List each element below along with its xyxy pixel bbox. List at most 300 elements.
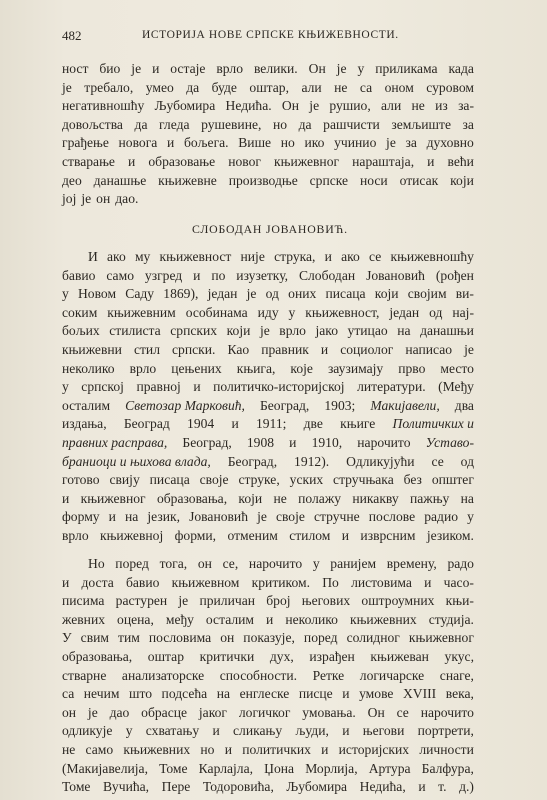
word: носи <box>359 172 388 188</box>
word: у <box>357 61 365 76</box>
word: нараштаја, <box>352 153 415 169</box>
word: Пере <box>161 779 191 795</box>
word: оштар <box>147 648 184 664</box>
word: ако <box>107 249 126 264</box>
word: листовима <box>351 574 412 590</box>
word: Недића, <box>359 779 406 795</box>
word: што <box>128 686 153 702</box>
paragraph-biography <box>62 248 474 546</box>
word: бавио <box>125 574 160 590</box>
word: студија. <box>428 611 474 627</box>
word: приликама <box>375 61 438 76</box>
word: По <box>322 574 339 590</box>
word: Он <box>281 98 300 114</box>
word: на <box>397 323 411 339</box>
word: књижевног <box>408 630 474 646</box>
word: општег <box>431 472 474 488</box>
word: неколико <box>285 611 338 627</box>
word: књижевношћу <box>390 249 474 264</box>
word: писце <box>298 686 333 702</box>
word: његових <box>301 593 351 609</box>
word: али <box>301 79 322 95</box>
word: и <box>62 490 70 506</box>
word: духовно <box>426 135 474 151</box>
word: форму <box>62 509 100 525</box>
word: Политичких и <box>392 416 474 432</box>
word: и <box>342 723 350 739</box>
word: 1910, <box>311 434 343 450</box>
word: не <box>411 98 425 114</box>
word: и <box>320 341 329 357</box>
word: који <box>226 323 251 339</box>
word: јој <box>62 191 77 207</box>
word: један <box>389 304 420 320</box>
text-line <box>62 79 474 98</box>
word: 1869), <box>163 286 199 302</box>
word: енглеске <box>239 686 290 702</box>
text-line <box>62 172 474 191</box>
word: послове <box>368 509 416 525</box>
word: пословима <box>148 630 212 646</box>
word: издања, <box>62 416 107 432</box>
word: се <box>431 453 444 469</box>
word: (Међу <box>438 379 474 395</box>
word: умове <box>359 686 394 702</box>
word: језиком. <box>426 527 474 543</box>
word: узгред <box>144 267 183 283</box>
word: је <box>464 341 474 357</box>
word: је <box>309 98 320 114</box>
word: књига, <box>236 360 276 376</box>
word: је <box>87 704 98 720</box>
word: се, <box>222 556 239 571</box>
word: историјских <box>338 741 410 757</box>
text-line <box>62 378 474 397</box>
word: на <box>125 509 139 525</box>
word: довољства <box>62 116 123 132</box>
word: логичарске <box>359 667 425 683</box>
word: Уставо- <box>425 434 474 450</box>
text-line <box>62 453 474 472</box>
word: растурен <box>115 593 168 609</box>
word: полажу <box>298 490 342 506</box>
word: који <box>374 286 399 302</box>
word: јаког <box>198 704 228 720</box>
word: бољих <box>62 323 100 339</box>
word: већи <box>447 153 474 169</box>
word: својим <box>407 286 447 302</box>
word: му <box>134 249 151 264</box>
word: за <box>405 135 417 151</box>
word: производње <box>228 172 298 188</box>
text-line <box>62 267 474 286</box>
word: но <box>200 741 215 757</box>
word: Макијавели, <box>370 397 440 413</box>
word: остаје <box>170 61 206 76</box>
word: грађење <box>62 135 109 151</box>
word: два <box>454 397 474 413</box>
text-line <box>62 471 474 490</box>
word: гледа <box>159 116 190 132</box>
text-line <box>62 360 474 379</box>
word: написао <box>405 341 453 357</box>
word: јако <box>315 323 338 339</box>
word: број <box>266 593 291 609</box>
word: на <box>460 490 474 506</box>
word: Но <box>88 556 105 571</box>
word: је <box>259 323 270 339</box>
text-line <box>62 527 474 546</box>
word: негативношћу <box>62 98 145 114</box>
word: књижевној <box>100 527 164 543</box>
word: цењених <box>171 360 222 376</box>
word: прво <box>398 360 426 376</box>
word: требало, <box>84 79 134 95</box>
word: заузимају <box>327 360 384 376</box>
word: српских <box>170 323 218 339</box>
word: новога <box>118 135 158 151</box>
text-line <box>62 116 474 135</box>
word: У <box>62 630 72 646</box>
word: писаца <box>149 472 190 488</box>
text-line <box>62 60 474 79</box>
word: укус, <box>444 648 474 664</box>
word: дао <box>109 704 130 720</box>
word: нечим <box>83 686 120 702</box>
word: оштроумних <box>361 593 435 609</box>
text-line <box>62 611 474 630</box>
text-line <box>62 304 474 323</box>
word: један <box>207 286 238 302</box>
word: да <box>134 116 148 132</box>
word: стилом <box>289 527 331 543</box>
word: утицао <box>347 323 388 339</box>
word: људи, <box>295 723 329 739</box>
word: за- <box>458 98 474 114</box>
word: часо- <box>443 574 474 590</box>
word: не <box>334 79 348 95</box>
word: ако <box>341 249 360 264</box>
word: образовања, <box>156 490 228 506</box>
word: књижевних <box>350 611 417 627</box>
word: не <box>62 741 76 757</box>
word: Београд, <box>259 397 310 413</box>
word: је <box>257 509 267 525</box>
word: снаге, <box>439 667 474 683</box>
text-line <box>62 760 474 779</box>
word: Вучића, <box>103 779 150 795</box>
word: отисак <box>399 172 439 188</box>
word: и <box>289 434 297 450</box>
word: дух, <box>269 648 294 664</box>
word: Ретке <box>312 667 345 683</box>
word: изузетку, <box>236 267 289 283</box>
word: језик, <box>147 509 181 525</box>
running-head: ИСТОРИЈА НОВЕ СРПСКЕ КЊИЖЕВНОСТИ. <box>142 29 399 41</box>
text-line <box>62 778 474 797</box>
word: 1904 <box>187 416 215 432</box>
word: по <box>211 267 226 283</box>
word: солидног <box>346 630 400 646</box>
word: своје <box>275 509 305 525</box>
word: он <box>62 704 77 720</box>
word: и <box>324 249 332 264</box>
word: правној <box>136 379 181 395</box>
word: књижевност, <box>305 304 380 320</box>
word: тим <box>118 630 140 646</box>
word: Светозар Марковић, <box>125 397 245 413</box>
word: неколико <box>62 360 115 376</box>
word: када <box>448 61 474 76</box>
word: стил <box>133 341 160 357</box>
word: се <box>396 704 409 720</box>
word: поред <box>303 630 338 646</box>
word: и <box>193 379 201 395</box>
word: да <box>186 79 200 95</box>
word: нај- <box>452 304 474 320</box>
word: књижевни <box>62 341 122 357</box>
word: Београд, <box>182 434 232 450</box>
text-line <box>62 397 474 416</box>
word: врло <box>279 323 306 339</box>
word: Јовановић <box>189 509 248 525</box>
word: образовање <box>148 153 216 169</box>
word: изврсним <box>360 527 416 543</box>
word: на <box>216 686 231 702</box>
text-line <box>62 415 474 434</box>
section-title: СЛОБОДАН ЈОВАНОВИЋ. <box>192 222 348 236</box>
text-line <box>62 508 474 527</box>
text-line <box>62 629 474 648</box>
word: жевних <box>62 611 106 627</box>
text-line <box>62 490 474 509</box>
text-line <box>62 434 474 453</box>
word: т. <box>438 779 447 795</box>
word: Артура <box>368 760 411 776</box>
text-line <box>62 667 474 686</box>
word: и <box>266 611 274 627</box>
word: 1911; <box>255 416 287 432</box>
word: је <box>246 286 257 302</box>
word: он <box>220 630 235 646</box>
word: рушио, <box>329 98 371 114</box>
word: струке, <box>238 472 280 488</box>
word: XVIII <box>402 686 437 702</box>
text-line <box>62 97 474 116</box>
word: књижевном <box>171 574 240 590</box>
word: али <box>381 98 402 114</box>
word: Карлајла, <box>198 760 254 776</box>
word: отменим <box>227 527 278 543</box>
word: Недића. <box>225 98 272 114</box>
word: је <box>131 61 142 76</box>
word: критички <box>199 648 255 664</box>
word: образовања, <box>62 648 133 664</box>
word: портрети, <box>417 723 474 739</box>
word: је <box>386 135 396 151</box>
word: д.) <box>459 779 474 795</box>
word: српској <box>81 379 124 395</box>
word: времену, <box>386 556 437 571</box>
word: не <box>273 490 287 506</box>
word: врло <box>62 527 89 543</box>
word: струка, <box>274 249 316 264</box>
word: ност <box>62 61 89 76</box>
word: и <box>231 416 239 432</box>
word: оном <box>384 79 414 95</box>
word: који <box>450 172 474 188</box>
text-line <box>62 555 474 574</box>
word: обрасце <box>141 704 188 720</box>
word: нарочито <box>420 704 474 720</box>
word: он <box>96 191 111 207</box>
word: се <box>369 249 382 264</box>
word: стварање <box>62 153 115 169</box>
word: суровом <box>426 79 474 95</box>
word: место <box>440 360 474 376</box>
word: је <box>336 61 347 76</box>
word: 1912). <box>294 453 330 469</box>
word: особинама <box>185 304 248 320</box>
word: бавио <box>62 267 96 283</box>
word: форми, <box>174 527 217 543</box>
word: способности. <box>219 667 297 683</box>
word: Томе <box>159 760 188 776</box>
word: део <box>62 172 82 188</box>
word: и <box>427 153 435 169</box>
word: да <box>298 116 312 132</box>
word: Више <box>238 135 272 151</box>
word: Новом <box>77 286 117 302</box>
word: правник <box>261 341 309 357</box>
word: Београд, <box>227 453 278 469</box>
word: оштар, <box>249 79 289 95</box>
word: рашчисти <box>323 116 380 132</box>
word: (Макијавелија, <box>62 760 148 776</box>
text-line <box>62 741 474 760</box>
word: свим <box>80 630 109 646</box>
word: врло <box>216 61 243 76</box>
word: је <box>62 79 72 95</box>
word: само <box>85 741 114 757</box>
word: био <box>99 61 121 76</box>
word: књижевног <box>80 490 146 506</box>
word: Љубомира <box>154 98 216 114</box>
word: Балфура, <box>421 760 474 776</box>
word: две <box>303 416 323 432</box>
word: своје <box>199 472 229 488</box>
word: но <box>280 135 295 151</box>
word: но <box>272 116 288 132</box>
text-line <box>62 685 474 704</box>
word: данашњи <box>420 323 474 339</box>
word: његови <box>362 723 405 739</box>
paragraph-intro-continuation <box>62 60 474 209</box>
word: у <box>288 304 296 320</box>
page-number: 482 <box>62 28 82 43</box>
word: стварне <box>62 667 107 683</box>
word: књи- <box>445 593 474 609</box>
word: Морлија, <box>305 760 358 776</box>
word: поред <box>115 556 149 571</box>
word: само <box>106 267 134 283</box>
word: 1908 <box>246 434 275 450</box>
word: и <box>321 741 329 757</box>
word: браниоци и њихова влада, <box>62 453 211 469</box>
text-line <box>62 592 474 611</box>
word: осталим <box>205 611 255 627</box>
word: буде <box>211 79 237 95</box>
word: израђен <box>309 648 355 664</box>
word: Београд <box>123 416 170 432</box>
word: Томе <box>62 779 91 795</box>
word: Јовановић <box>366 267 425 283</box>
text-line <box>62 153 474 172</box>
word: уских <box>289 472 324 488</box>
word: Одликујући <box>346 453 415 469</box>
text-line <box>62 134 474 153</box>
word: он <box>197 556 212 571</box>
word: и <box>128 153 136 169</box>
word: радо <box>447 556 474 571</box>
word: који <box>238 490 263 506</box>
word: књиге <box>340 416 376 432</box>
word: велики. <box>253 61 298 76</box>
word: књижевних <box>123 741 191 757</box>
word: схватању <box>145 723 200 739</box>
word: књижевним <box>107 304 176 320</box>
word: за <box>462 116 474 132</box>
word: српски. <box>172 341 216 357</box>
word: књижевност <box>159 249 232 264</box>
word: стилиста <box>109 323 161 339</box>
word: личности <box>419 741 474 757</box>
word: од <box>265 286 279 302</box>
word: и <box>167 135 175 151</box>
word: и <box>342 686 350 702</box>
word: свију <box>109 472 140 488</box>
text-line <box>62 722 474 741</box>
word: дао. <box>115 191 139 207</box>
word: у <box>62 286 69 302</box>
word: и <box>152 61 160 76</box>
word: са <box>359 79 373 95</box>
word: и <box>62 574 70 590</box>
page-header <box>62 28 483 46</box>
word: иду <box>257 304 279 320</box>
text-line <box>62 322 474 341</box>
word: без <box>403 472 422 488</box>
text-line <box>62 285 474 304</box>
word: социолог <box>340 341 394 357</box>
word: и <box>418 779 426 795</box>
word: нарочито <box>357 434 411 450</box>
word: оних <box>288 286 317 302</box>
text-line <box>62 574 474 593</box>
word: од <box>429 304 443 320</box>
word: међу <box>165 611 194 627</box>
word: књижевне <box>158 172 217 188</box>
text-line <box>62 190 474 209</box>
text-line <box>62 648 474 667</box>
word: ранијем <box>330 556 377 571</box>
word: у <box>467 509 474 525</box>
word: српске <box>309 172 349 188</box>
word: и <box>108 509 116 525</box>
word: данашње <box>93 172 147 188</box>
word: Слободан <box>298 267 356 283</box>
word: стручне <box>313 509 360 525</box>
